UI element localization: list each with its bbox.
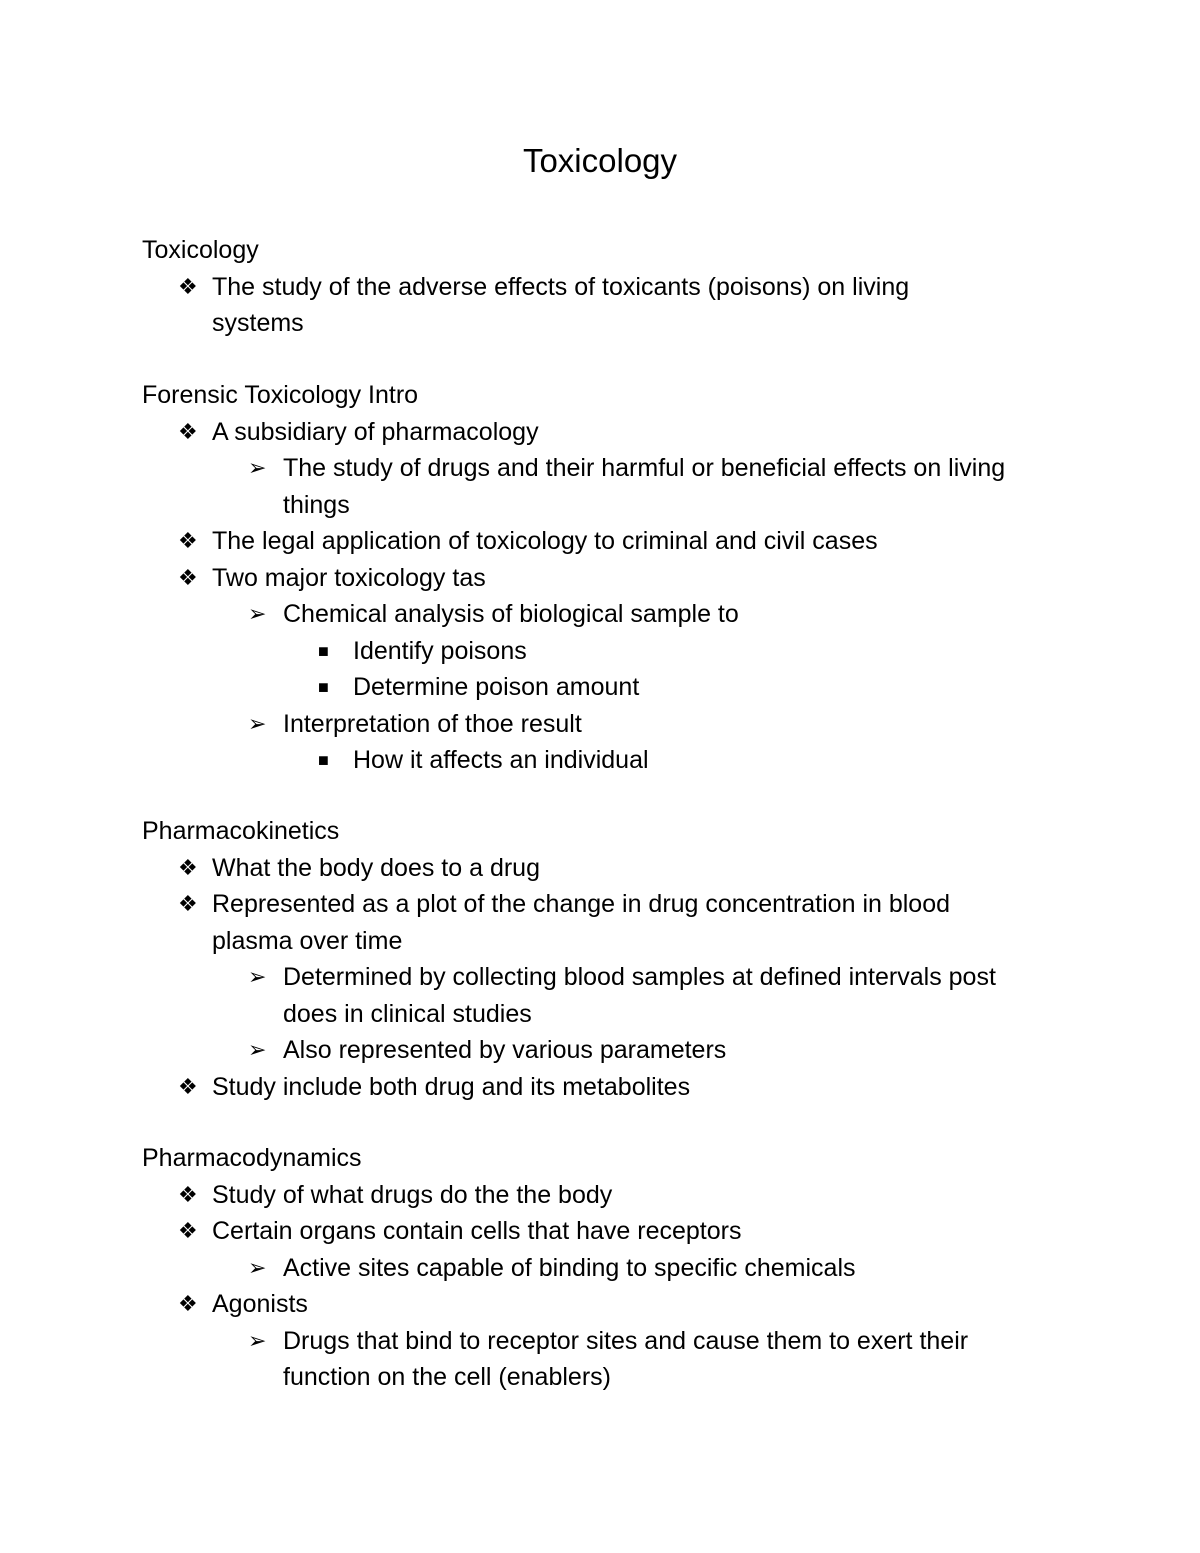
- list-item: [142, 742, 1062, 779]
- diamond-bullet-icon: ❖: [178, 418, 198, 444]
- list-item: [142, 850, 1062, 887]
- list-item-text: Active sites capable of binding to specific chemicals: [283, 1253, 856, 1282]
- list-item-text: Drugs that bind to receptor sites and cause them to exert their function on the cell (enablers): [283, 1326, 969, 1391]
- section-heading: Pharmacodynamics: [142, 1144, 362, 1172]
- diamond-bullet-icon: ❖: [178, 1218, 198, 1243]
- list-item: [142, 596, 1062, 633]
- arrowhead-bullet-icon: ➢: [248, 601, 267, 626]
- list-item-text: Chemical analysis of biological sample to: [283, 600, 739, 628]
- list-item-text: How it affects an individual: [353, 746, 649, 774]
- list-item-text: Also represented by various parameters: [283, 1036, 727, 1064]
- list-item: [142, 1032, 1062, 1069]
- list-item: [142, 1250, 1062, 1287]
- square-bullet-icon: ■: [318, 750, 329, 770]
- list-item: [142, 560, 1062, 597]
- diamond-bullet-icon: ❖: [178, 1181, 198, 1207]
- section-heading: Toxicology: [142, 236, 259, 264]
- list-item: [142, 1177, 1062, 1214]
- list-item-text: Study of what drugs do the the body: [212, 1180, 613, 1209]
- list-item-text: A subsidiary of pharmacology: [212, 417, 539, 446]
- section-toxicology: [142, 232, 1062, 342]
- diamond-bullet-icon: ❖: [178, 891, 198, 916]
- list-item: [142, 886, 1022, 959]
- list-item: [142, 269, 988, 342]
- list-item: [142, 706, 1062, 743]
- list-item-text: The study of the adverse effects of toxicants (poisons) on living systems: [212, 272, 910, 337]
- diamond-bullet-icon: ❖: [178, 273, 198, 299]
- list-item: [142, 633, 1062, 670]
- list-item-text: Represented as a plot of the change in drug concentration in blood plasma over time: [212, 890, 951, 955]
- arrowhead-bullet-icon: ➢: [248, 1254, 267, 1280]
- arrowhead-bullet-icon: ➢: [248, 1327, 267, 1353]
- list-item: [142, 1213, 1062, 1250]
- list-item-text: The legal application of toxicology to criminal and civil cases: [212, 527, 878, 555]
- list-item-text: Agonists: [212, 1290, 308, 1318]
- section-pharmacokinetics: [142, 813, 1062, 1105]
- list-item: [142, 1069, 1062, 1106]
- section-heading: Pharmacokinetics: [142, 817, 340, 845]
- diamond-bullet-icon: ❖: [178, 854, 198, 880]
- arrowhead-bullet-icon: ➢: [248, 964, 267, 989]
- list-item-text: Determine poison amount: [353, 673, 640, 701]
- list-item-text: Two major toxicology tas: [212, 563, 486, 592]
- arrowhead-bullet-icon: ➢: [248, 710, 267, 736]
- list-item-text: The study of drugs and their harmful or beneficial effects on living things: [283, 454, 1006, 519]
- section-pharmacodynamics: [142, 1140, 1062, 1396]
- diamond-bullet-icon: ❖: [178, 564, 198, 590]
- list-item: [142, 1286, 1062, 1323]
- list-item-text: Certain organs contain cells that have receptors: [212, 1217, 742, 1245]
- list-item-text: Determined by collecting blood samples at defined intervals post does in clinical studies: [283, 963, 996, 1028]
- arrowhead-bullet-icon: ➢: [248, 1037, 267, 1062]
- list-item-text: What the body does to a drug: [212, 853, 540, 882]
- diamond-bullet-icon: ❖: [178, 1291, 198, 1316]
- list-item: [142, 1323, 1035, 1396]
- square-bullet-icon: ■: [318, 640, 329, 661]
- list-item-text: Study include both drug and its metabolites: [212, 1072, 691, 1101]
- section-forensic-toxicology-intro: [142, 377, 1062, 779]
- diamond-bullet-icon: ❖: [178, 1073, 198, 1099]
- list-item: [142, 669, 1062, 706]
- section-heading: Forensic Toxicology Intro: [142, 381, 419, 409]
- list-item-text: Identify poisons: [353, 636, 527, 665]
- list-item: [142, 450, 1009, 523]
- diamond-bullet-icon: ❖: [178, 528, 198, 553]
- document-title: Toxicology: [522, 142, 678, 179]
- list-item-text: Interpretation of thoe result: [283, 709, 582, 738]
- arrowhead-bullet-icon: ➢: [248, 455, 267, 480]
- square-bullet-icon: ■: [318, 677, 329, 697]
- list-item: [142, 523, 1062, 560]
- list-item: [142, 959, 1009, 1032]
- list-item: [142, 414, 1062, 451]
